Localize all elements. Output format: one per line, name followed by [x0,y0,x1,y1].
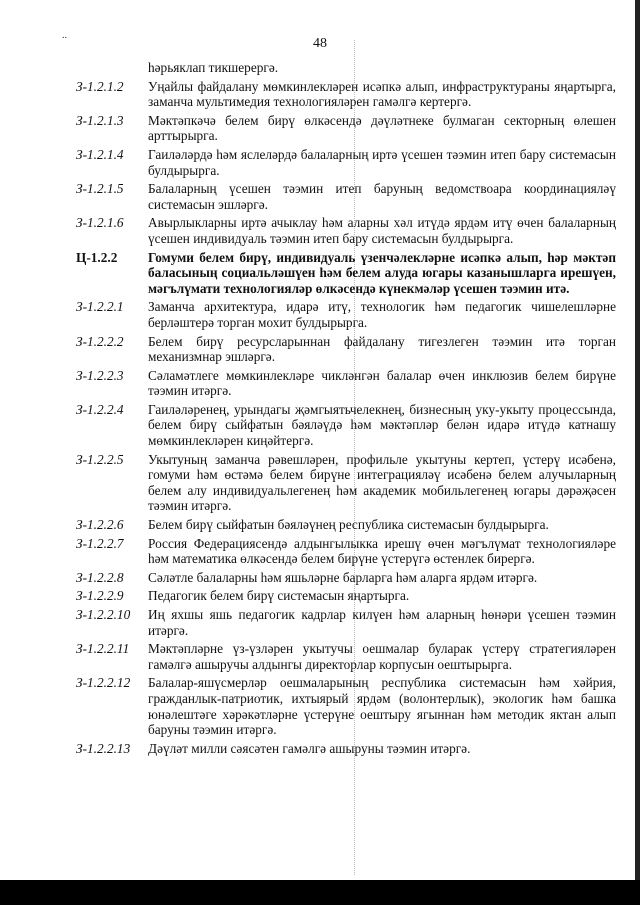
item-text: Дәүләт милли сәясәтен гамәлгә ашыруны тәэмин итәргә. [148,740,471,756]
item-text: Авырлыкларны иртә ачыклау һәм аларны хәл итүдә ярдәм итү өчен балаларның үсешен индивидуаль тәэмин итеп бару системасын булдырырга. [148,215,616,246]
item-text: Уңайлы файдалану мөмкинлекләрен исәпкә алып, инфраструктураны яңартырга, заманча мультимедия технологияләрен гамәлгә кертергә. [148,78,616,110]
page-number: 48 [313,36,327,51]
item-text: Балаларның үсешен тәэмин итеп баруның ведомствоара координацияләү системасын эшләргә. [148,181,616,212]
item-code: З-1.2.2.13 [76,740,131,756]
section-heading [76,250,616,297]
item-code: З-1.2.2.1 [76,299,124,315]
item-text: Заманча архитектура, идарә итү, технологик һәм педагогик чишелешләрне берләштерә торган мохит булдырырга. [148,299,616,330]
item-code: З-1.2.2.12 [76,675,131,691]
item-text: Россия Федерациясендә алдынгылыкка ирешү өчен мәгълүмат технологияләре һәм математика өлкәсендә белем бирүне үстерүгә өстенлек бирергә. [148,535,616,567]
item-code: З-1.2.1.6 [76,215,124,231]
item-text: Белем бирү сыйфатын бәяләүнең республика системасын булдырырга. [148,517,549,533]
list-item [76,113,616,144]
list-item [76,79,616,110]
document-body [76,60,616,759]
item-code: З-1.2.2.7 [76,535,124,551]
list-item [76,147,616,178]
item-code: З-1.2.2.4 [76,401,124,417]
item-text: Гомуми белем бирү, индивидуаль үзенчәлекләрне исәпкә алып, һәр мәктәп баласының социальләшүен һәм белем алуда югары казанышларга ирешүен, мәгълүмати технологияләр өлкәсендә күнекмәләр үсешен тәэмин итә. [148,249,616,296]
scan-bottom-edge [0,880,640,905]
list-item [76,588,616,604]
item-text: Сәләтле балаларны һәм яшьләрне барларга һәм аларга ярдәм итәргә. [148,569,538,585]
list-item [76,181,616,212]
item-code: Ц-1.2.2 [76,249,118,265]
item-text: Мәктәпкәчә белем бирү өлкәсендә дәүләтнеке булмаган секторның өлешен арттырырга. [148,112,616,144]
item-code: З-1.2.2.11 [76,641,130,657]
item-code: З-1.2.2.9 [76,588,124,604]
scan-mark: .. [62,30,67,41]
item-code: З-1.2.1.2 [76,78,124,94]
item-code: З-1.2.1.4 [76,146,124,162]
list-item [76,641,616,672]
list-item [76,517,616,533]
item-text: Балалар-яшүсмерләр оешмаларының республика системасын һәм хәйрия, гражданлык-патриотик, ихтыярый ярдәм (волонтерлык), экологик һәм башка юнәлештәге хәрәкәтләрне үстерүне оештыру ягыннан һәм методик яктан алып баруны тәэмин итәргә. [148,675,616,738]
item-code: З-1.2.2.5 [76,451,124,467]
item-text: Иң яхшы яшь педагогик кадрлар килүен һәм аларның һөнәри үсешен тәэмин итәргә. [148,607,616,638]
item-text: Педагогик белем бирү системасын яңартырга. [148,588,410,604]
list-item [76,607,616,638]
item-text: Укытуның заманча рәвешләрен, профильле укытуны кертеп, үстерү исәбенә, гомуми һәм өстәмә белем бирүне интеграцияләү исәбенә белем алучыларның белем алу индивидуальлегенең һәм академик мобильлегенең югары дәрәҗәсен тәэмин итәргә. [148,451,616,514]
list-item [76,299,616,330]
item-text: һәрьяклап тикшерергә. [148,60,279,75]
item-code: З-1.2.2.8 [76,569,124,585]
list-item [76,570,616,586]
list-item [76,741,616,757]
item-code: З-1.2.1.5 [76,181,124,197]
item-text: Гаиләләрдә һәм яслеләрдә балаларның иртә үсешен тәэмин итеп бару системасын булдырырга. [148,146,616,178]
item-text: Гаиләләренең, урындагы җәмгыятьчелекнең, бизнесның уку-укыту процессында, белем бирү сыйфатын бәяләүдә һәм мәктәпләр белән идарә итүдә катнашу мөмкинлекләрен киңәйтергә. [148,401,616,449]
item-code: З-1.2.2.6 [76,517,124,533]
list-item [76,215,616,246]
item-code: З-1.2.1.3 [76,112,124,128]
list-item [76,60,616,76]
list-item [76,334,616,365]
item-code: З-1.2.2.10 [76,607,131,622]
item-text: Мәктәпләрне үз-үзләрен укытучы оешмалар буларак үстерү стратегияләрен гамәлгә ашыручы алдынгы директорлар корпусын оештырырга. [148,641,616,672]
item-text: Сәламәтлеге мөмкинлекләре чикләнгән балалар өчен инклюзив белем бирүне тәэмин итәргә. [148,367,616,399]
item-code: З-1.2.2.2 [76,333,124,349]
item-text: Белем бирү ресурсларыннан файдалану тигезлеген тәэмин итә торган механизмнар эшләргә. [148,333,616,365]
scan-edge-shadow [635,0,640,905]
item-code: З-1.2.2.3 [76,367,124,383]
list-item [76,675,616,737]
list-item [76,368,616,399]
list-item [76,402,616,449]
list-item [76,452,616,514]
list-item [76,536,616,567]
